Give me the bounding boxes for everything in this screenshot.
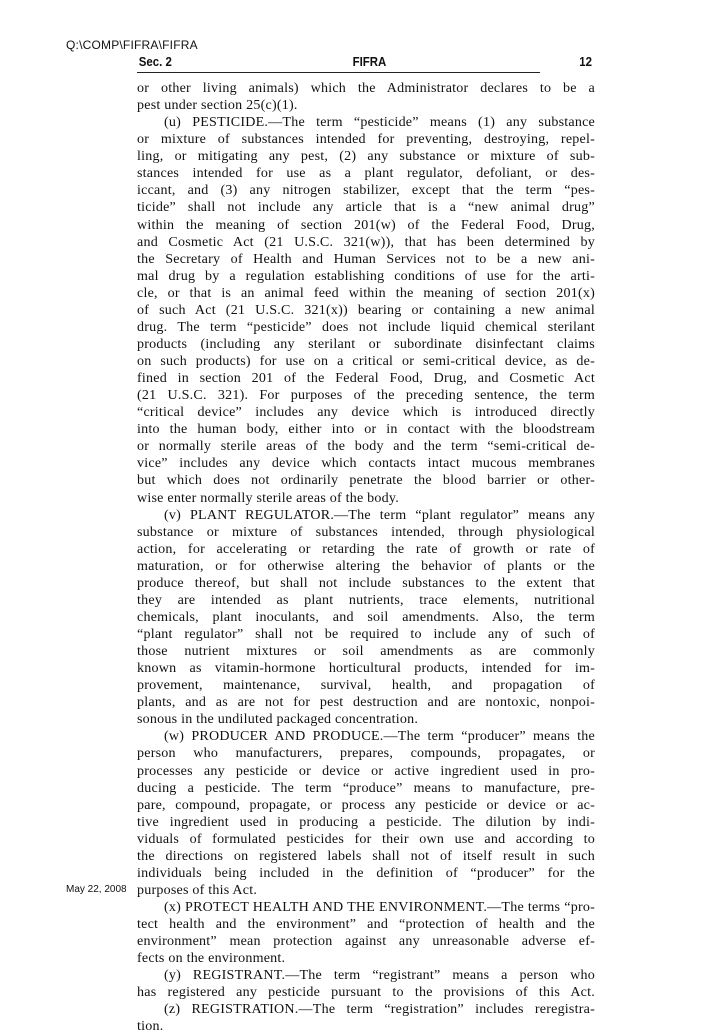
text-line: drug. The term “pesticide” does not include liquid chemical sterilant: [137, 318, 595, 335]
text-line: plants, and as are not for pest destruction and are nontoxic, nonpoi-: [137, 694, 595, 711]
text-line: ticide” shall not include any article that is a “new animal drug”: [137, 199, 595, 216]
text-line: environment” mean protection against any unreasonable adverse ef-: [137, 933, 595, 950]
text-line: individuals being included in the definition of “producer” for the: [137, 864, 595, 881]
text-line: tion.: [137, 1018, 164, 1035]
text-line: or mixture of substances intended for preventing, destroying, repel-: [137, 131, 595, 148]
act-title: FIFRA: [352, 54, 387, 69]
text-line: person who manufacturers, prepares, compounds, propagates, or: [137, 745, 595, 762]
text-line: or other living animals) which the Administrator declares to be a: [137, 80, 595, 96]
text-line: stances intended for use as a plant regulator, defoliant, or des-: [137, 165, 595, 182]
running-head: [137, 52, 592, 73]
text-line: those nutrient mixtures or soil amendments as are commonly: [137, 643, 595, 660]
text-line: mal drug by a regulation establishing conditions of use for the arti-: [137, 267, 595, 284]
page-number: 12: [579, 54, 592, 69]
text-line: pest under section 25(c)(1).: [137, 97, 298, 114]
text-line: tive ingredient used in producing a pesticide. The dilution by indi-: [137, 813, 595, 830]
text-line: the directions on registered labels shall not of itself result in such: [137, 847, 595, 864]
section-label: Sec. 2: [138, 54, 172, 69]
text-line: provement, maintenance, survival, health, and propagation of: [137, 677, 595, 694]
text-line: (z) REGISTRATION.—The term “registration” includes reregistra-: [164, 1001, 595, 1018]
text-line: action, for accelerating or retarding the rate of growth or rate of: [137, 540, 595, 557]
text-line: they are intended as plant nutrients, trace elements, nutritional: [137, 591, 595, 608]
text-line: tect health and the environment” and “protection of health and the: [137, 916, 595, 933]
text-line: viduals of formulated pesticides for their own use and according to: [137, 830, 595, 847]
text-line: (w) PRODUCER AND PRODUCE.—The term “producer” means the: [164, 728, 595, 745]
footer-date: May 22, 2008: [66, 884, 127, 895]
text-line: chemicals, plant inoculants, and soil amendments. Also, the term: [137, 608, 595, 625]
text-line: ducing a pesticide. The term “produce” means to manufacture, pre-: [137, 779, 595, 796]
text-line: has registered any pesticide pursuant to the provisions of this Act.: [137, 984, 595, 1001]
text-line: into the human body, either into or in contact with the bloodstream: [137, 421, 595, 438]
text-line: ling, or mitigating any pest, (2) any substance or mixture of sub-: [137, 148, 595, 165]
text-line: on such products) for use on a critical or semi-critical device, as de-: [137, 353, 595, 369]
text-line: processes any pesticide or device or active ingredient used in pro-: [137, 762, 595, 779]
text-line: vice” includes any device which contacts intact mucous membranes: [137, 455, 595, 472]
text-line: (u) PESTICIDE.—The term “pesticide” means (1) any substance: [164, 114, 595, 131]
text-line: purposes of this Act.: [137, 881, 258, 898]
text-line: produce thereof, but shall not include substances to the extent that: [137, 574, 595, 591]
text-line: (v) PLANT REGULATOR.—The term “plant regulator” means any: [164, 506, 595, 523]
text-line: iccant, and (3) any nitrogen stabilizer, except that the term “pes-: [137, 182, 595, 199]
text-line: of such Act (21 U.S.C. 321(x)) bearing or containing a new animal: [137, 301, 595, 318]
text-line: and Cosmetic Act (21 U.S.C. 321(w)), that has been determined by: [137, 233, 595, 250]
text-line: substance or mixture of substances intended, through physiological: [137, 523, 595, 540]
text-line: fined in section 201 of the Federal Food, Drug, and Cosmetic Act: [137, 370, 595, 387]
text-line: products (including any sterilant or subordinate disinfectant claims: [137, 335, 595, 352]
text-line: but which does not ordinarily penetrate the blood barrier or other-: [137, 472, 595, 489]
text-line: or normally sterile areas of the body and the term “semi-critical de-: [137, 438, 595, 455]
text-line: pare, compound, propagate, or process any pesticide or device or ac-: [137, 796, 595, 813]
text-line: (x) PROTECT HEALTH AND THE ENVIRONMENT.—The terms “pro-: [164, 899, 595, 915]
text-line: (y) REGISTRANT.—The term “registrant” means a person who: [164, 967, 595, 984]
statute-text: [137, 80, 595, 1036]
text-line: wise enter normally sterile areas of the body.: [137, 489, 399, 506]
text-line: known as vitamin-hormone horticultural products, intended for im-: [137, 660, 595, 677]
text-line: cle, or that is an animal feed within the meaning of section 201(x): [137, 284, 595, 301]
text-line: maturation, or for otherwise altering the behavior of plants or the: [137, 557, 595, 574]
text-line: “plant regulator” shall not be required to include any of such of: [137, 626, 595, 642]
text-line: fects on the environment.: [137, 950, 286, 967]
text-line: within the meaning of section 201(w) of the Federal Food, Drug,: [137, 216, 595, 233]
text-line: sonous in the undiluted packaged concentration.: [137, 711, 419, 728]
file-path-header: Q:\COMP\FIFRA\FIFRA: [66, 38, 198, 52]
text-line: (21 U.S.C. 321). For purposes of the preceding sentence, the term: [137, 387, 595, 404]
text-line: the Secretary of Health and Human Services not to be a new ani-: [137, 250, 595, 267]
text-line: “critical device” includes any device which is introduced directly: [137, 404, 595, 421]
